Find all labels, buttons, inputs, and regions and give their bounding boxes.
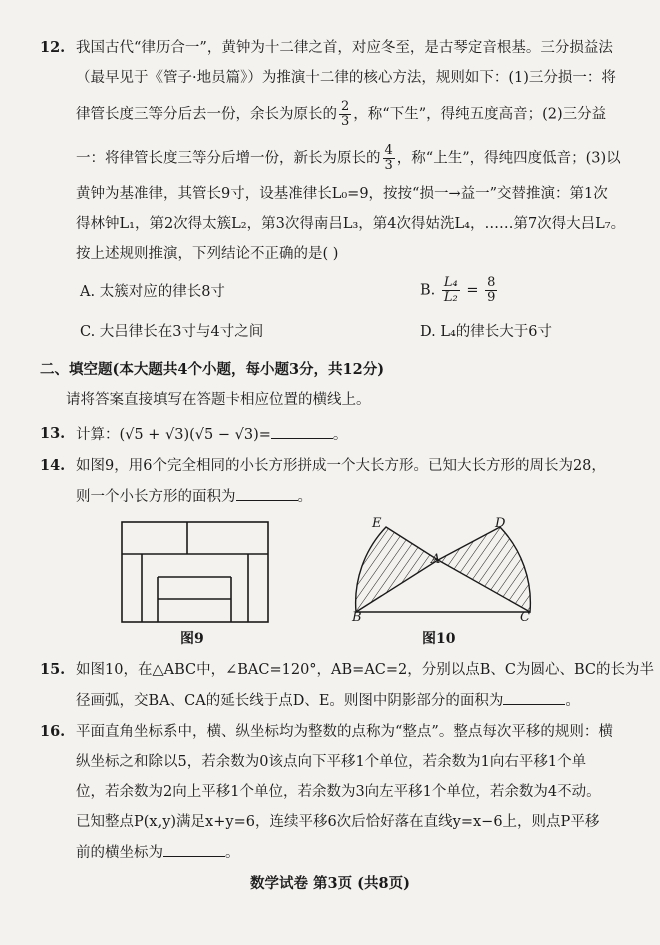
q12-option-c: C. 大吕律长在3寸与4寸之间 — [80, 324, 264, 340]
q16-end: 。 — [225, 845, 240, 861]
fig9-caption: 图9 — [180, 631, 204, 647]
q14-line2-text: 则一个小长方形的面积为 — [76, 489, 236, 505]
frac-den: 3 — [384, 158, 393, 173]
fig9-outer-rect — [122, 522, 268, 622]
fig10-label-b: B — [352, 610, 362, 625]
fig10-label-d: D — [495, 516, 506, 531]
q12-number: 12. — [40, 39, 66, 56]
q12-line1: 我国古代“律历合一”，黄钟为十二律之首，对应冬至，是古琴定音根基。三分损益法 — [76, 40, 613, 56]
fig10-right-shaded-region — [438, 527, 530, 612]
q12-line2: （最早见于《管子·地员篇》）为推演十二律的核心方法，规则如下：(1)三分损一：将 — [76, 70, 616, 86]
q16-number: 16. — [40, 723, 66, 740]
q12-line6: 得林钟L₁，第2次得太簇L₂，第3次得南吕L₃，第4次得姑洗L₄，……第7次得大吕L₇。 — [76, 216, 626, 232]
fig10-label-c: C — [520, 610, 530, 625]
q15-line2 — [76, 690, 580, 711]
section2-heading: 二、填空题(本大题共4个小题，每小题3分，共12分) — [40, 361, 385, 378]
q12-line4-post: ，称“上生”，得纯四度低音；(3)以 — [396, 150, 621, 167]
figure-10 — [350, 522, 540, 622]
q15-end: 。 — [565, 693, 580, 709]
fraction-eight-ninths — [485, 276, 497, 305]
fig10-caption: 图10 — [422, 631, 456, 647]
q13-text — [76, 424, 347, 445]
fig10-label-e: E — [372, 516, 382, 531]
q13-end: 。 — [332, 427, 348, 443]
frac-den: 9 — [487, 290, 496, 305]
page-footer: 数学试卷 第3页 (共8页) — [250, 875, 410, 892]
q12-line3-pre: 律管长度三等分后去一份，余长为原长的 — [76, 106, 337, 123]
answer-blank — [236, 486, 298, 501]
q16-line3: 位，若余数为2向上平移1个单位，若余数为3向左平移1个单位，若余数为4不动。 — [76, 784, 601, 800]
q16-line4: 已知整点P(x,y)满足x+y=6，连续平移6次后恰好落在直线y=x−6上，则点P平移 — [76, 814, 600, 830]
frac-num: L₄ — [443, 275, 458, 290]
q14-line1: 如图9，用6个完全相同的小长方形拼成一个大长方形。已知大长方形的周长为28， — [76, 458, 606, 474]
q12-line4-pre: 一：将律管长度三等分后增一份，新长为原长的 — [76, 150, 381, 167]
q16-line1: 平面直角坐标系中，横、纵坐标均为整数的点称为“整点”。整点每次平移的规则：横 — [76, 724, 613, 740]
q12-line3-post: ，称“下生”，得纯五度高音；(2)三分益 — [353, 106, 607, 123]
q12-line4 — [76, 144, 621, 173]
answer-blank — [271, 424, 333, 439]
q15-line2-text: 径画弧，交BA、CA的延长线于点D、E。则图中阴影部分的面积为 — [76, 693, 504, 709]
optb-equals: = — [466, 282, 479, 299]
q13-number: 13. — [40, 425, 66, 442]
fraction-two-thirds — [339, 100, 351, 129]
q13-expression: 计算：(√5 + √3)(√5 − √3)= — [76, 427, 271, 443]
q14-number: 14. — [40, 457, 66, 474]
q16-line5-text: 前的横坐标为 — [76, 845, 163, 861]
q14-end: 。 — [297, 489, 312, 505]
q12-line5: 黄钟为基准律，其管长9寸，设基准律长L₀=9，按按“损一→益一”交替推演：第1次 — [76, 186, 608, 202]
q12-line7: 按上述规则推演，下列结论不正确的是( ) — [76, 246, 339, 262]
optb-label: B. — [420, 282, 436, 299]
fraction-l4-l2 — [442, 276, 460, 305]
figure-9 — [120, 520, 270, 624]
frac-den: L₂ — [443, 290, 458, 305]
frac-num: 8 — [487, 275, 496, 290]
section2-instruction: 请将答案直接填写在答题卡相应位置的横线上。 — [66, 392, 371, 408]
answer-blank — [503, 690, 565, 705]
frac-den: 3 — [341, 114, 350, 129]
q15-number: 15. — [40, 661, 66, 678]
frac-num: 2 — [341, 99, 350, 114]
q12-option-b — [420, 276, 499, 305]
q12-option-d: D. L₄的律长大于6寸 — [420, 324, 552, 340]
answer-blank — [163, 842, 225, 857]
fig10-left-shaded-region — [356, 527, 441, 612]
q15-line1: 如图10，在△ABC中，∠BAC=120°，AB=AC=2，分别以点B、C为圆心、BC的长为半 — [76, 662, 655, 678]
q14-line2 — [76, 486, 312, 507]
q16-line2: 纵坐标之和除以5，若余数为0该点向下平移1个单位，若余数为1向右平移1个单 — [76, 754, 587, 770]
fraction-four-thirds — [383, 144, 395, 173]
fig10-label-a: A — [431, 552, 441, 567]
frac-num: 4 — [384, 143, 393, 158]
q16-line5 — [76, 842, 240, 863]
q12-option-a: A. 太簇对应的律长8寸 — [80, 284, 225, 300]
q12-line3 — [76, 100, 606, 129]
